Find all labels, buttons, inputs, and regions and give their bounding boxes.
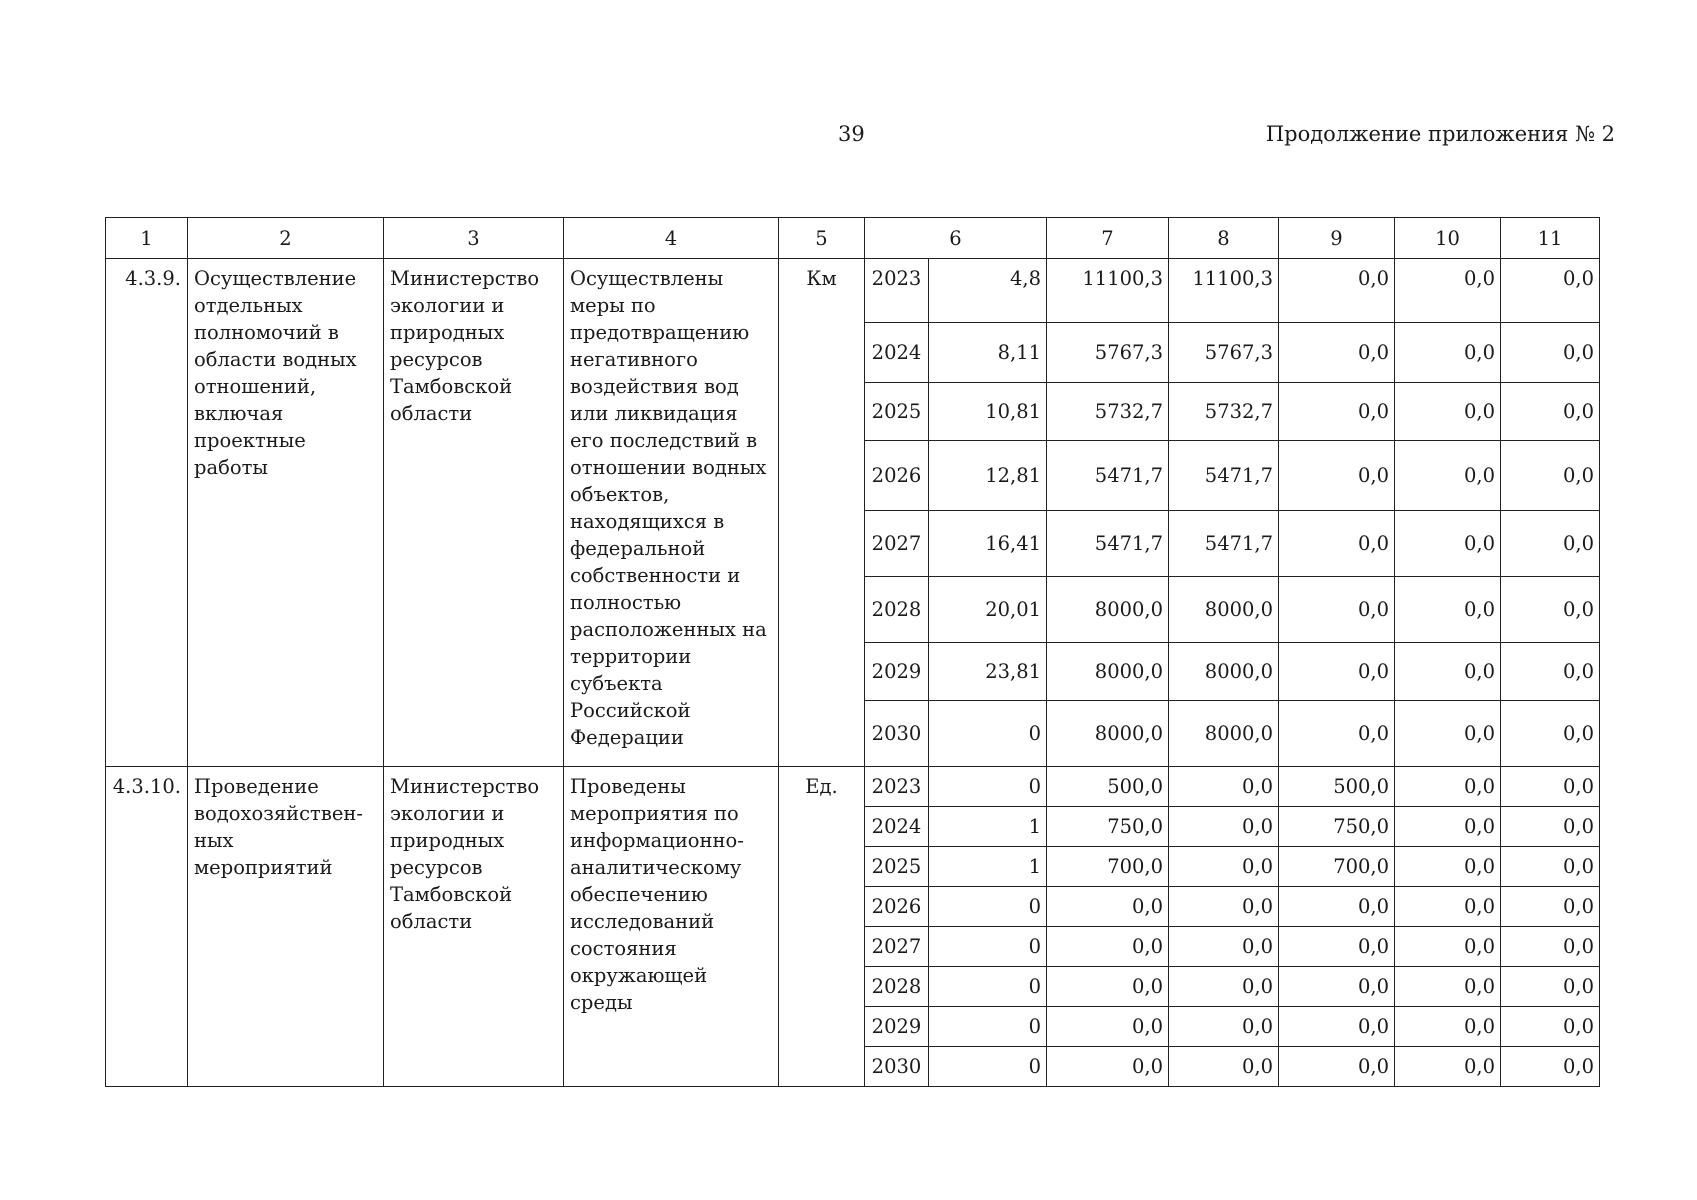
year-cell: 2024 — [865, 807, 929, 847]
value-cell: 500,0 — [1047, 767, 1169, 807]
year-cell: 2023 — [865, 259, 929, 323]
year-cell: 2026 — [865, 441, 929, 511]
value-cell: 1 — [929, 847, 1047, 887]
value-cell: 0,0 — [1279, 887, 1395, 927]
value-cell: 0,0 — [1501, 441, 1600, 511]
value-cell: 0,0 — [1395, 383, 1501, 441]
value-cell: 0,0 — [1169, 927, 1279, 967]
value-cell: 700,0 — [1047, 847, 1169, 887]
value-cell: 0,0 — [1395, 927, 1501, 967]
result-description-text: Осуществлены меры по предотвращению негативного воздействия вод или ликвидация его последствий в отношении водных объектов, находящихся в федеральной собственности и полностью расположенных на территории субъекта Российской Федерации — [570, 267, 767, 749]
executor-name — [384, 767, 564, 1087]
value-cell: 0,0 — [1169, 767, 1279, 807]
value-cell: 0,0 — [1279, 701, 1395, 767]
year-cell: 2028 — [865, 577, 929, 643]
result-description-text: Проведены мероприятия по информационно-аналитическому обеспечению исследований состояния окружающей среды — [570, 775, 744, 1014]
value-cell: 0,0 — [1279, 577, 1395, 643]
year-cell: 2029 — [865, 643, 929, 701]
value-cell: 5471,7 — [1047, 441, 1169, 511]
value-cell: 5471,7 — [1169, 441, 1279, 511]
year-cell: 2030 — [865, 701, 929, 767]
year-cell: 2025 — [865, 383, 929, 441]
year-cell: 2030 — [865, 1047, 929, 1087]
year-cell: 2027 — [865, 511, 929, 577]
value-cell: 0 — [929, 887, 1047, 927]
value-cell: 0,0 — [1501, 887, 1600, 927]
value-cell: 5767,3 — [1047, 323, 1169, 383]
value-cell: 0,0 — [1501, 927, 1600, 967]
value-cell: 0,0 — [1279, 323, 1395, 383]
value-cell: 8000,0 — [1169, 643, 1279, 701]
activity-name — [188, 259, 384, 767]
column-number: 8 — [1169, 218, 1279, 259]
value-cell: 5767,3 — [1169, 323, 1279, 383]
value-cell: 11100,3 — [1169, 259, 1279, 323]
value-cell: 0,0 — [1169, 1047, 1279, 1087]
value-cell: 5732,7 — [1169, 383, 1279, 441]
activity-name-text: Осуществление отдельных полномочий в области водных отношений, включая проектные работы — [194, 267, 357, 479]
table-row — [106, 259, 1600, 323]
value-cell: 8000,0 — [1169, 701, 1279, 767]
value-cell: 23,81 — [929, 643, 1047, 701]
year-cell: 2029 — [865, 1007, 929, 1047]
column-number: 1 — [106, 218, 188, 259]
value-cell: 0,0 — [1501, 383, 1600, 441]
value-cell: 0,0 — [1047, 1047, 1169, 1087]
activity-name-text: Проведение водохозяйствен-ных мероприятий — [194, 775, 363, 879]
year-cell: 2024 — [865, 323, 929, 383]
value-cell: 750,0 — [1279, 807, 1395, 847]
activity-code — [106, 259, 188, 767]
value-cell: 4,8 — [929, 259, 1047, 323]
value-cell: 5471,7 — [1169, 511, 1279, 577]
table-row — [106, 767, 1600, 807]
value-cell: 0,0 — [1047, 887, 1169, 927]
value-cell: 700,0 — [1279, 847, 1395, 887]
value-cell: 8000,0 — [1047, 643, 1169, 701]
executor-name — [384, 259, 564, 767]
unit-of-measure-text: Ед. — [805, 775, 838, 798]
column-number: 6 — [865, 218, 1047, 259]
value-cell: 20,01 — [929, 577, 1047, 643]
value-cell: 0,0 — [1279, 383, 1395, 441]
value-cell: 0,0 — [1395, 847, 1501, 887]
value-cell: 0,0 — [1279, 967, 1395, 1007]
value-cell: 0,0 — [1395, 577, 1501, 643]
value-cell: 0 — [929, 967, 1047, 1007]
year-cell: 2023 — [865, 767, 929, 807]
value-cell: 0,0 — [1501, 807, 1600, 847]
value-cell: 0,0 — [1501, 1047, 1600, 1087]
value-cell: 12,81 — [929, 441, 1047, 511]
value-cell: 0,0 — [1501, 643, 1600, 701]
value-cell: 0,0 — [1395, 259, 1501, 323]
value-cell: 0,0 — [1395, 767, 1501, 807]
appendix-note: Продолжение приложения № 2 — [1265, 122, 1615, 146]
value-cell: 0,0 — [1279, 511, 1395, 577]
column-number-row — [106, 218, 1600, 259]
value-cell: 0,0 — [1501, 1007, 1600, 1047]
result-description — [564, 259, 779, 767]
value-cell: 0,0 — [1395, 1047, 1501, 1087]
value-cell: 10,81 — [929, 383, 1047, 441]
year-cell: 2026 — [865, 887, 929, 927]
year-cell: 2025 — [865, 847, 929, 887]
value-cell: 16,41 — [929, 511, 1047, 577]
value-cell: 8000,0 — [1047, 701, 1169, 767]
value-cell: 0,0 — [1047, 1007, 1169, 1047]
value-cell: 0,0 — [1395, 643, 1501, 701]
value-cell: 0,0 — [1279, 1047, 1395, 1087]
value-cell: 0,0 — [1395, 1007, 1501, 1047]
column-number: 3 — [384, 218, 564, 259]
value-cell: 8000,0 — [1169, 577, 1279, 643]
value-cell: 0,0 — [1501, 847, 1600, 887]
value-cell: 0,0 — [1279, 259, 1395, 323]
page-number: 39 — [838, 122, 865, 146]
value-cell: 0,0 — [1395, 323, 1501, 383]
value-cell: 0,0 — [1501, 767, 1600, 807]
value-cell: 8,11 — [929, 323, 1047, 383]
column-number: 2 — [188, 218, 384, 259]
column-number: 10 — [1395, 218, 1501, 259]
column-number: 7 — [1047, 218, 1169, 259]
activity-code-text: 4.3.9. — [125, 267, 181, 290]
value-cell: 0,0 — [1169, 887, 1279, 927]
column-number: 5 — [779, 218, 865, 259]
value-cell: 0 — [929, 927, 1047, 967]
value-cell: 0,0 — [1279, 1007, 1395, 1047]
value-cell: 750,0 — [1047, 807, 1169, 847]
value-cell: 5732,7 — [1047, 383, 1169, 441]
value-cell: 0,0 — [1395, 967, 1501, 1007]
column-number: 11 — [1501, 218, 1600, 259]
value-cell: 0 — [929, 1047, 1047, 1087]
value-cell: 0,0 — [1279, 643, 1395, 701]
value-cell: 0 — [929, 1007, 1047, 1047]
unit-of-measure — [779, 767, 865, 1087]
value-cell: 500,0 — [1279, 767, 1395, 807]
value-cell: 0,0 — [1395, 511, 1501, 577]
value-cell: 0,0 — [1047, 967, 1169, 1007]
year-cell: 2028 — [865, 967, 929, 1007]
value-cell: 0,0 — [1501, 511, 1600, 577]
value-cell: 0,0 — [1279, 441, 1395, 511]
value-cell: 0,0 — [1395, 441, 1501, 511]
value-cell: 0,0 — [1169, 847, 1279, 887]
value-cell: 0,0 — [1501, 323, 1600, 383]
value-cell: 0,0 — [1395, 887, 1501, 927]
activity-code-text: 4.3.10. — [112, 775, 181, 798]
value-cell: 11100,3 — [1047, 259, 1169, 323]
value-cell: 0,0 — [1169, 1007, 1279, 1047]
value-cell: 1 — [929, 807, 1047, 847]
year-cell: 2027 — [865, 927, 929, 967]
activity-code — [106, 767, 188, 1087]
result-description — [564, 767, 779, 1087]
value-cell: 0,0 — [1279, 927, 1395, 967]
value-cell: 0,0 — [1501, 701, 1600, 767]
executor-name-text: Министерство экологии и природных ресурсов Тамбовской области — [390, 775, 540, 933]
value-cell: 0 — [929, 701, 1047, 767]
column-number: 9 — [1279, 218, 1395, 259]
value-cell: 0,0 — [1047, 927, 1169, 967]
value-cell: 5471,7 — [1047, 511, 1169, 577]
value-cell: 0,0 — [1501, 259, 1600, 323]
program-table — [105, 217, 1600, 1087]
executor-name-text: Министерство экологии и природных ресурсов Тамбовской области — [390, 267, 540, 425]
activity-name — [188, 767, 384, 1087]
unit-of-measure — [779, 259, 865, 767]
value-cell: 0,0 — [1395, 701, 1501, 767]
value-cell: 0,0 — [1169, 967, 1279, 1007]
value-cell: 0,0 — [1395, 807, 1501, 847]
value-cell: 0,0 — [1169, 807, 1279, 847]
column-number: 4 — [564, 218, 779, 259]
value-cell: 0,0 — [1501, 577, 1600, 643]
value-cell: 0,0 — [1501, 967, 1600, 1007]
unit-of-measure-text: Км — [806, 267, 837, 290]
value-cell: 8000,0 — [1047, 577, 1169, 643]
value-cell: 0 — [929, 767, 1047, 807]
